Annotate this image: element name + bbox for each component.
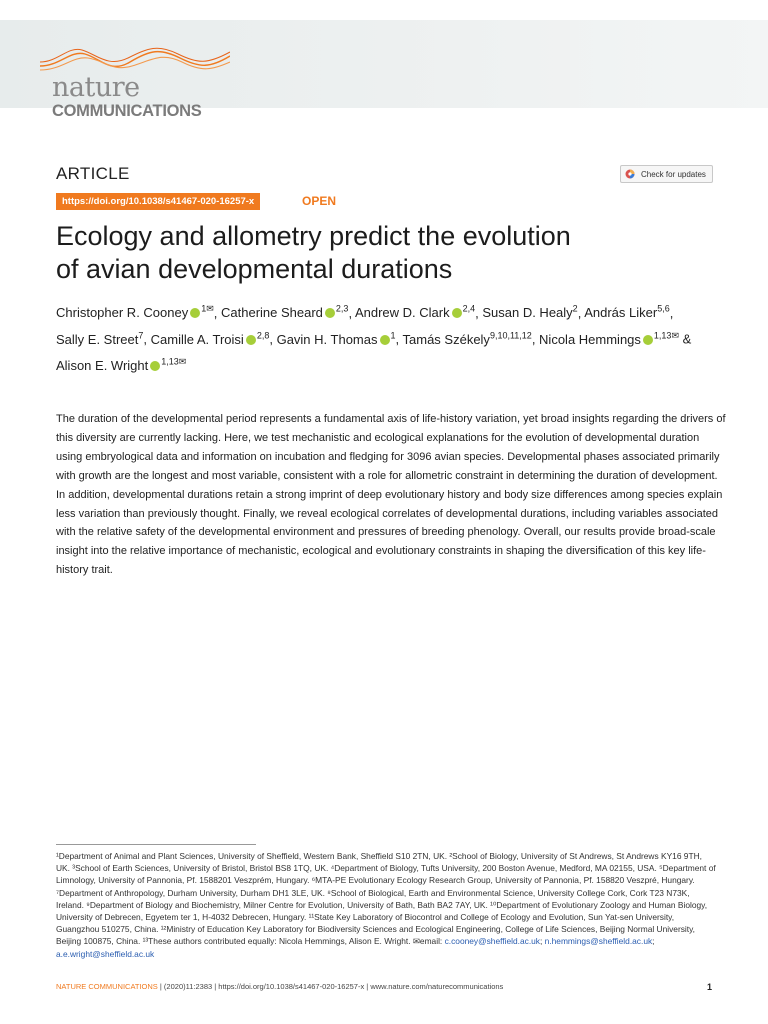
author-item[interactable] [539,332,679,347]
author-affiliation: 2 [572,304,578,314]
author-separator: , [395,331,403,347]
footer-citation [56,982,503,992]
author-name[interactable]: Catherine Sheard [221,305,323,321]
author-item[interactable] [56,305,214,320]
affiliations-divider [56,844,256,845]
orcid-icon[interactable] [246,335,256,345]
email-separator: ; [652,936,655,947]
author-separator: , [531,331,540,347]
footer-journal-name: NATURE COMMUNICATIONS [56,982,158,991]
author-name[interactable]: Camille A. Troisi [150,331,244,347]
affiliations-text [56,850,716,960]
orcid-icon[interactable] [190,308,200,318]
author-separator: , [348,305,355,321]
check-updates-icon [625,169,635,179]
author-name[interactable]: András Liker [584,305,658,321]
author-name[interactable]: Alison E. Wright [56,357,149,373]
author-separator: , [669,305,674,321]
author-name[interactable]: Andrew D. Clark [354,305,450,321]
orcid-icon[interactable] [150,361,160,371]
author-item[interactable] [277,332,396,347]
author-affiliation: 2,3 [335,304,349,314]
open-access-label: OPEN [302,194,337,208]
author-name[interactable]: Christopher R. Cooney [56,305,189,321]
nature-communications-logo[interactable] [40,44,230,124]
author-item[interactable] [584,305,670,320]
logo-nature-text: nature [52,72,140,103]
logo-communications-text: COMMUNICATIONS [52,102,202,120]
author-affiliation: 1✉ [201,304,214,314]
author-affiliation: 1 [390,330,396,341]
title-line-2: of avian developmental durations [56,254,453,284]
check-updates-label: Check for updates [641,169,706,179]
author-item[interactable] [151,332,270,347]
orcid-icon[interactable] [452,308,462,318]
page-footer [56,982,712,992]
page-number: 1 [706,982,712,992]
orcid-icon[interactable] [325,308,335,318]
email-link[interactable]: n.hemmings@sheffield.ac.uk [544,936,653,947]
author-affiliation: 5,6 [657,304,670,314]
title-line-1: Ecology and allometry predict the evolution [56,221,571,251]
author-separator: , [475,305,483,321]
author-affiliation: 2,8 [256,330,270,341]
author-item[interactable] [221,305,348,320]
author-item[interactable] [482,305,577,320]
author-separator: & [678,331,692,347]
article-type-label: ARTICLE [56,164,130,183]
author-item[interactable] [403,332,532,347]
abstract-text: The duration of the developmental period represents a fundamental axis of life-history variation, yet broad insights regarding the drivers of this diversity are currently lacking. Here, we test mechanistic and ecological explanations for the evolution of developmental duration using embryological data and information on incubation and fledging for 3096 avian species. Developmental phases associated primarily with growth are the longest and most variable, consistent with a role for allometric constraint in determining the duration of development. In addition, developmental durations retain a strong imprint of deep evolutionary history and body size differences among species explain less variation than previously thought. Finally, we reveal ecological correlates of developmental durations, including variables associated with the relative safety of the developmental environment and pressures of breeding phenology. Overall, our results provide broad-scale insight into the relative importance of mechanistic, ecological and evolutionary constraints in shaping the diversification of this key life-history trait. [56,413,726,577]
orcid-icon[interactable] [380,335,390,345]
affiliations-body: ¹Department of Animal and Plant Sciences, University of Sheffield, Western Bank, Sheffield S10 2TN, UK. ²School of Biology, University of St Andrews, St Andrews KY16 9TH, UK. ³School of Earth Sciences, University of Bristol, Bristol BS8 1TQ, UK. ⁴Department of Biology, Tufts University, 200 Boston Avenue, Medford, MA 02155, USA. ⁵Department of Limnology, University of Pannonia, Pf. 1588201 Veszprém, Hungary. ⁶MTA-PE Evolutionary Ecology Research Group, University of Pannonia, Pf. 158820 Veszpré, Hungary. ⁷Department of Anthropology, Durham University, Durham DH1 3LE, UK. ⁸School of Biological, Earth and Environmental Science, University College Cork, Cork T23 N73K, Ireland. ⁹Department of Biology and Biochemistry, Milner Centre for Evolution, University of Bath, Bath BA2 7AY, UK. ¹⁰Department of Evolutionary Zoology and Human Biology, University of Debrecen, Egyetem ter 1, H-4032 Debrecen, Hungary. ¹¹State Key Laboratory of Biocontrol and College of Ecology and Evolution, Sun Yat-sen University, Guangzhou 510275, China. ¹²Ministry of Education Key Laboratory for Biodiversity Sciences and Ecological Engineering, College of Life Sciences, Beijing Normal University, Beijing 100875, China. ¹³These authors contributed equally: Nicola Hemmings, Alison E. Wright. ✉email: [56,851,716,947]
check-for-updates-button[interactable] [620,165,713,183]
author-name[interactable]: Nicola Hemmings [539,331,641,347]
author-name[interactable]: Tamás Székely [402,331,490,347]
author-affiliation: 2,4 [462,304,476,314]
author-name[interactable]: Gavin H. Thomas [276,331,378,347]
footer-citation-text[interactable]: | (2020)11:2383 | https://doi.org/10.1038/s41467-020-16257-x | www.nature.com/naturecommunications [157,982,504,991]
author-item[interactable] [56,332,143,347]
doi-link[interactable]: https://doi.org/10.1038/s41467-020-16257-x [56,193,260,210]
orcid-icon[interactable] [643,335,653,345]
author-name[interactable]: Susan D. Healy [482,305,573,321]
author-item[interactable] [355,305,475,320]
author-name[interactable]: Sally E. Street [56,331,139,347]
author-list [56,298,716,377]
author-item[interactable] [56,358,186,373]
author-separator: , [213,305,222,321]
author-separator: , [269,331,277,347]
email-separator: ; [540,936,545,947]
author-separator: , [143,331,151,347]
author-affiliation: 1,13✉ [161,356,187,367]
author-affiliation: 1,13✉ [653,330,679,341]
journal-header-banner [0,20,768,120]
author-separator: , [577,305,585,321]
author-affiliation: 9,10,11,12 [489,330,532,341]
author-affiliation: 7 [138,330,144,341]
email-link[interactable]: a.e.wright@sheffield.ac.uk [56,948,155,959]
email-link[interactable]: c.cooney@sheffield.ac.uk [444,936,540,947]
article-title [56,220,696,286]
